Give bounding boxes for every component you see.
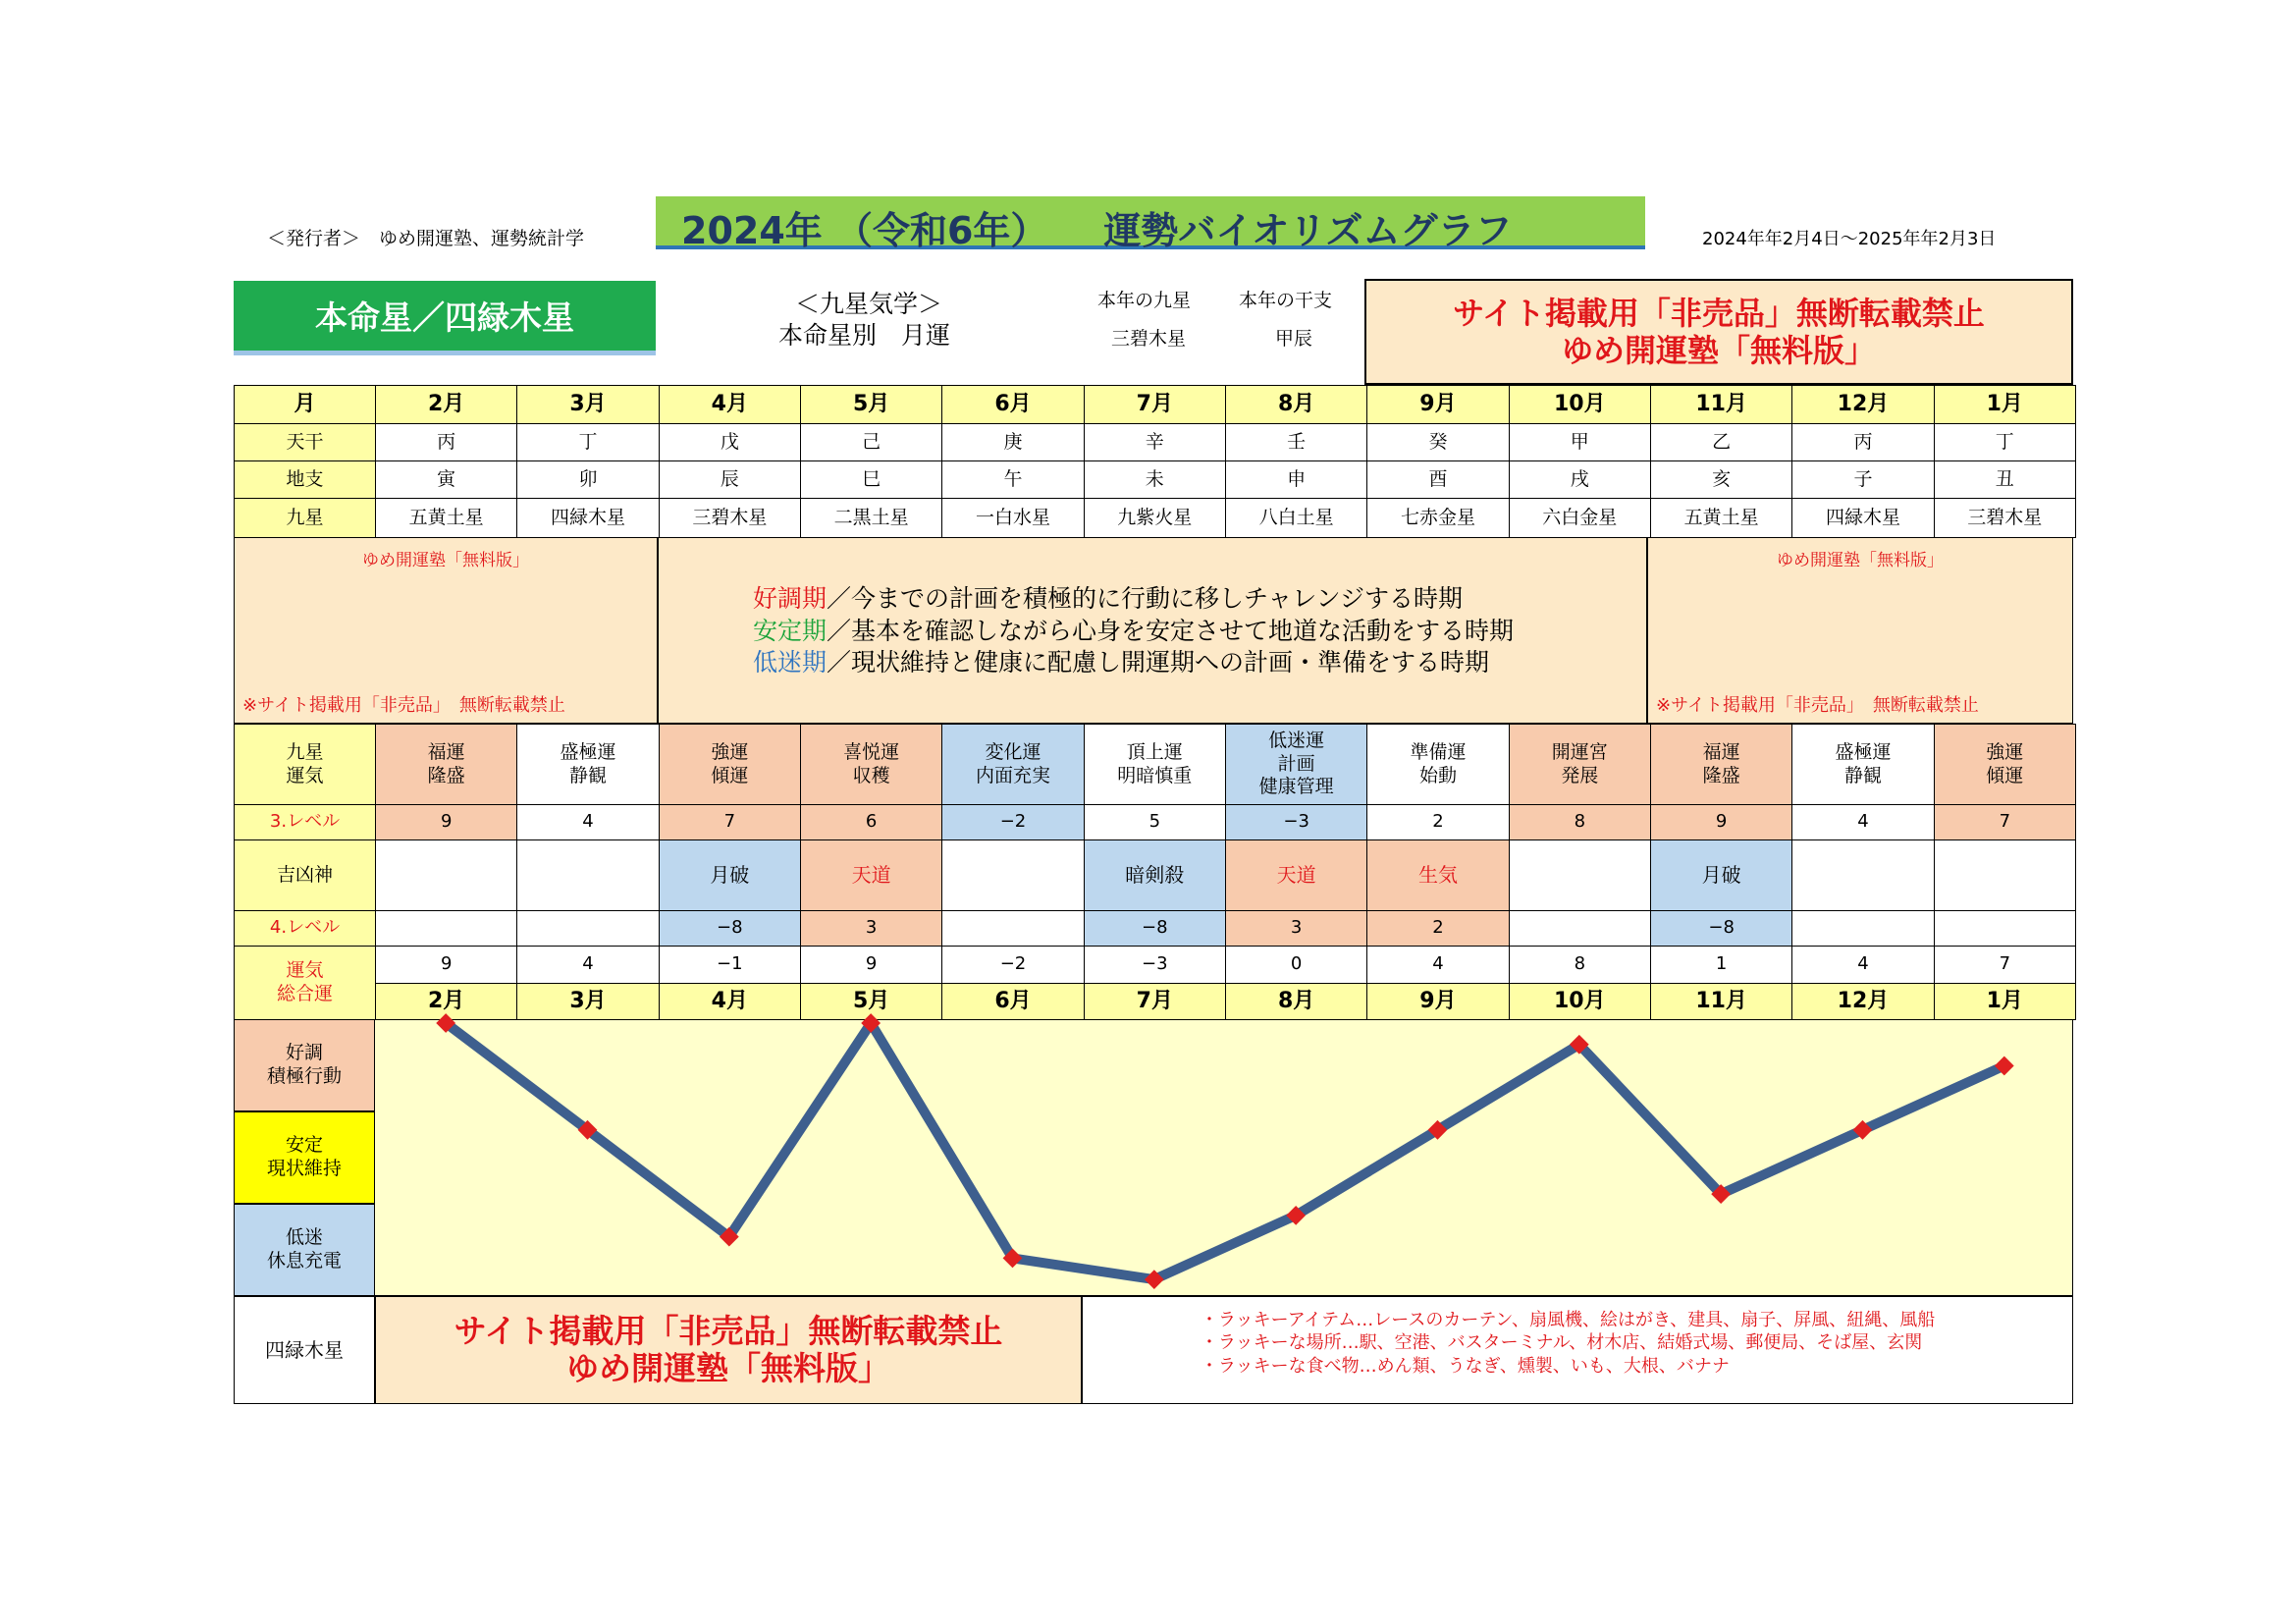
kyusei-row-cell: 八白土星 xyxy=(1225,498,1367,538)
chart-month-label: 12月 xyxy=(1791,983,1934,1020)
year-star-label: 本年の九星 xyxy=(1097,290,1192,311)
kichikyo-row-label: 吉凶神 xyxy=(234,839,376,911)
total-row-cell: 8 xyxy=(1509,946,1651,984)
chishi-row-cell: 子 xyxy=(1791,460,1934,499)
legend-low xyxy=(753,647,1514,679)
tenkan-row-cell: 己 xyxy=(800,423,942,461)
month-row-cell: 12月 xyxy=(1791,385,1934,424)
fortune-row-cell: 福運 隆盛 xyxy=(375,724,517,805)
kyusei-row-cell: 六白金星 xyxy=(1509,498,1651,538)
kyusei-row-cell: 一白水星 xyxy=(941,498,1084,538)
month-row-cell: 9月 xyxy=(1366,385,1509,424)
legend-right-bottom: ※サイト掲載用「非売品」 無断転載禁止 xyxy=(1656,695,1979,716)
fortune-row-cell: 準備運 始動 xyxy=(1366,724,1509,805)
publisher-text: ＜発行者＞ ゆめ開運塾、運勢統計学 xyxy=(267,228,585,249)
chishi-row-cell: 亥 xyxy=(1650,460,1792,499)
chart-month-label: 11月 xyxy=(1650,983,1792,1020)
total-row-cell: 1 xyxy=(1650,946,1792,984)
month-row-cell: 5月 xyxy=(800,385,942,424)
level3-row-cell: 7 xyxy=(659,804,801,840)
fortune-row-cell: 喜悦運 収穫 xyxy=(800,724,942,805)
chart-month-label: 1月 xyxy=(1934,983,2076,1020)
level3-row-cell: 4 xyxy=(516,804,659,840)
legend-good-term: 好調期 xyxy=(753,584,828,613)
footer-notice xyxy=(375,1296,1082,1404)
year-eto-label: 本年の干支 xyxy=(1239,290,1333,311)
legend-stable-term: 安定期 xyxy=(753,616,828,645)
tenkan-row-cell: 丁 xyxy=(1934,423,2076,461)
month-row-cell: 7月 xyxy=(1084,385,1226,424)
level3-row-cell: −3 xyxy=(1225,804,1367,840)
lucky-items: ・ラッキーアイテム…レースのカーテン、扇風機、絵はがき、建具、扇子、屏風、紐縄、風船 xyxy=(1201,1310,1936,1330)
year-eto-value: 甲辰 xyxy=(1275,328,1313,350)
level3-row-cell: 9 xyxy=(375,804,517,840)
title-banner xyxy=(656,196,1645,252)
level4-row-cell: −8 xyxy=(659,910,801,947)
legend-good xyxy=(753,583,1514,616)
level4-row-cell xyxy=(1509,910,1651,947)
kichikyo-row-cell xyxy=(1509,839,1651,911)
tenkan-row-cell: 乙 xyxy=(1650,423,1792,461)
lucky-places: ・ラッキーな場所…駅、空港、バスターミナル、材木店、結婚式場、郵便局、そば屋、玄関 xyxy=(1201,1332,1923,1354)
total-row-cell: 9 xyxy=(375,946,517,984)
legend-right-top: ゆめ開運塾「無料版」 xyxy=(1777,551,1944,570)
footer-notice-line1: サイト掲載用「非売品」無断転載禁止 xyxy=(454,1312,1003,1351)
kyusei-row-cell: 三碧木星 xyxy=(1934,498,2076,538)
legend-low-term: 低迷期 xyxy=(753,648,828,677)
chart-month-label: 7月 xyxy=(1084,983,1226,1020)
level3-row-cell: −2 xyxy=(941,804,1084,840)
tenkan-row-cell: 癸 xyxy=(1366,423,1509,461)
kichikyo-row-cell: 天道 xyxy=(800,839,942,911)
level3-row-cell: 4 xyxy=(1791,804,1934,840)
footer-notice-line2: ゆめ開運塾「無料版」 xyxy=(566,1349,890,1387)
legend-left-box xyxy=(234,537,658,724)
total-row-label: 運気 総合運 xyxy=(234,946,376,1020)
honmeisei-label: 本命星／四緑木星 xyxy=(315,298,574,337)
month-row-cell: 10月 xyxy=(1509,385,1651,424)
fortune-row-cell: 変化運 内面充実 xyxy=(941,724,1084,805)
chishi-row-cell: 申 xyxy=(1225,460,1367,499)
chart-month-label: 4月 xyxy=(659,983,801,1020)
kichikyo-row-cell: 天道 xyxy=(1225,839,1367,911)
month-row-cell: 4月 xyxy=(659,385,801,424)
legend-left-top: ゆめ開運塾「無料版」 xyxy=(362,551,529,570)
footer-lucky-box xyxy=(1082,1296,2073,1404)
kyusei-row-label: 九星 xyxy=(234,498,376,538)
level4-row-cell: 2 xyxy=(1366,910,1509,947)
tenkan-row-cell: 丁 xyxy=(516,423,659,461)
level3-row-cell: 7 xyxy=(1934,804,2076,840)
kichikyo-row-cell xyxy=(1791,839,1934,911)
chart-area xyxy=(234,1019,2073,1296)
page-title: 2024年 （令和6年） 運勢バイオリズムグラフ xyxy=(681,209,1513,252)
total-row-cell: 7 xyxy=(1934,946,2076,984)
kichikyo-row-cell xyxy=(1934,839,2076,911)
fortune-row-cell: 盛極運 静観 xyxy=(516,724,659,805)
kichikyo-row-cell: 月破 xyxy=(659,839,801,911)
lucky-foods: ・ラッキーな食べ物…めん類、うなぎ、燻製、いも、大根、バナナ xyxy=(1201,1355,1730,1377)
chishi-row-cell: 卯 xyxy=(516,460,659,499)
level3-row-cell: 9 xyxy=(1650,804,1792,840)
fortune-row-cell: 開運宮 発展 xyxy=(1509,724,1651,805)
chishi-row-cell: 午 xyxy=(941,460,1084,499)
chishi-row-cell: 戌 xyxy=(1509,460,1651,499)
fortune-row-cell: 頂上運 明暗慎重 xyxy=(1084,724,1226,805)
tenkan-row-cell: 丙 xyxy=(375,423,517,461)
tenkan-row-cell: 辛 xyxy=(1084,423,1226,461)
chart-month-label: 2月 xyxy=(375,983,517,1020)
legend-stable-desc: ／基本を確認しながら心身を安定させて地道な活動をする時期 xyxy=(827,616,1515,645)
tenkan-row-cell: 壬 xyxy=(1225,423,1367,461)
legend-good-desc: ／今までの計画を積極的に行動に移しチャレンジする時期 xyxy=(827,584,1464,613)
chishi-row-cell: 未 xyxy=(1084,460,1226,499)
footer-star: 四緑木星 xyxy=(234,1296,375,1404)
month-row-label: 月 xyxy=(234,385,376,424)
notice-box-top xyxy=(1364,279,2073,385)
level4-row-cell xyxy=(516,910,659,947)
subtitle-line2: 本命星別 月運 xyxy=(778,321,951,350)
honmeisei-badge xyxy=(234,281,656,355)
kichikyo-row-cell xyxy=(941,839,1084,911)
tenkan-row-cell: 庚 xyxy=(941,423,1084,461)
band-stable: 安定 現状維持 xyxy=(234,1111,375,1204)
band-low: 低迷 休息充電 xyxy=(234,1204,375,1296)
legend-stable xyxy=(753,616,1514,648)
kyusei-row-cell: 四緑木星 xyxy=(1791,498,1934,538)
kichikyo-row-cell: 暗剣殺 xyxy=(1084,839,1226,911)
tenkan-row-label: 天干 xyxy=(234,423,376,461)
kichikyo-row-cell: 月破 xyxy=(1650,839,1792,911)
legend-low-desc: ／現状維持と健康に配慮し開運期への計画・準備をする時期 xyxy=(827,648,1490,677)
total-row-cell: 4 xyxy=(1366,946,1509,984)
band-good: 好調 積極行動 xyxy=(234,1019,375,1111)
level3-row-cell: 8 xyxy=(1509,804,1651,840)
level3-row-cell: 6 xyxy=(800,804,942,840)
level4-row-cell: −8 xyxy=(1650,910,1792,947)
total-row-cell: −3 xyxy=(1084,946,1226,984)
chishi-row-cell: 巳 xyxy=(800,460,942,499)
chishi-row-cell: 丑 xyxy=(1934,460,2076,499)
kyusei-row-cell: 二黒土星 xyxy=(800,498,942,538)
notice-top-line1: サイト掲載用「非売品」無断転載禁止 xyxy=(1453,294,1985,332)
subtitle-line1: ＜九星気学＞ xyxy=(795,290,943,318)
kyusei-row-cell: 四緑木星 xyxy=(516,498,659,538)
chishi-row-cell: 酉 xyxy=(1366,460,1509,499)
chishi-row-cell: 辰 xyxy=(659,460,801,499)
level4-row-label: 4.レベル xyxy=(234,910,376,947)
notice-top-line2: ゆめ開運塾「無料版」 xyxy=(1561,332,1876,369)
level4-row-cell: −8 xyxy=(1084,910,1226,947)
level4-row-cell: 3 xyxy=(1225,910,1367,947)
kyusei-row-cell: 三碧木星 xyxy=(659,498,801,538)
month-row-cell: 6月 xyxy=(941,385,1084,424)
total-row-cell: 9 xyxy=(800,946,942,984)
chart-month-label: 9月 xyxy=(1366,983,1509,1020)
month-row-cell: 1月 xyxy=(1934,385,2076,424)
legend-left-bottom: ※サイト掲載用「非売品」 無断転載禁止 xyxy=(242,695,565,716)
kyusei-row-cell: 七赤金星 xyxy=(1366,498,1509,538)
month-row-cell: 8月 xyxy=(1225,385,1367,424)
kichikyo-row-cell xyxy=(375,839,517,911)
level3-row-cell: 5 xyxy=(1084,804,1226,840)
chishi-row-label: 地支 xyxy=(234,460,376,499)
total-row-cell: 0 xyxy=(1225,946,1367,984)
level4-row-cell: 3 xyxy=(800,910,942,947)
chart-month-label: 10月 xyxy=(1509,983,1651,1020)
level4-row-cell xyxy=(941,910,1084,947)
fortune-row-cell: 福運 隆盛 xyxy=(1650,724,1792,805)
level4-row-cell xyxy=(375,910,517,947)
kyusei-row-cell: 五黄土星 xyxy=(1650,498,1792,538)
month-row-cell: 11月 xyxy=(1650,385,1792,424)
tenkan-row-cell: 丙 xyxy=(1791,423,1934,461)
chishi-row-cell: 寅 xyxy=(375,460,517,499)
legend-right-box xyxy=(1647,537,2073,724)
chart-month-label: 3月 xyxy=(516,983,659,1020)
month-row-cell: 3月 xyxy=(516,385,659,424)
level4-row-cell xyxy=(1934,910,2076,947)
kyusei-row-cell: 五黄土星 xyxy=(375,498,517,538)
period-text: 2024年年2月4日～2025年年2月3日 xyxy=(1702,229,1997,249)
level3-row-cell: 2 xyxy=(1366,804,1509,840)
kichikyo-row-cell xyxy=(516,839,659,911)
kichikyo-row-cell: 生気 xyxy=(1366,839,1509,911)
tenkan-row-cell: 戊 xyxy=(659,423,801,461)
chart-month-label: 5月 xyxy=(800,983,942,1020)
fortune-row-cell: 強運 傾運 xyxy=(1934,724,2076,805)
chart-month-label: 8月 xyxy=(1225,983,1367,1020)
fortune-row-cell: 強運 傾運 xyxy=(659,724,801,805)
tenkan-row-cell: 甲 xyxy=(1509,423,1651,461)
fortune-row-cell: 低迷運 計画 健康管理 xyxy=(1225,724,1367,805)
total-row-cell: 4 xyxy=(1791,946,1934,984)
chart-month-label: 6月 xyxy=(941,983,1084,1020)
level3-row-label: 3.レベル xyxy=(234,804,376,840)
month-row-cell: 2月 xyxy=(375,385,517,424)
fortune-row-label: 九星 運気 xyxy=(234,724,376,805)
legend-center-box xyxy=(658,537,1647,724)
total-row-cell: −1 xyxy=(659,946,801,984)
total-row-cell: −2 xyxy=(941,946,1084,984)
level4-row-cell xyxy=(1791,910,1934,947)
kyusei-row-cell: 九紫火星 xyxy=(1084,498,1226,538)
fortune-row-cell: 盛極運 静観 xyxy=(1791,724,1934,805)
total-row-cell: 4 xyxy=(516,946,659,984)
year-star-value: 三碧木星 xyxy=(1111,328,1187,350)
